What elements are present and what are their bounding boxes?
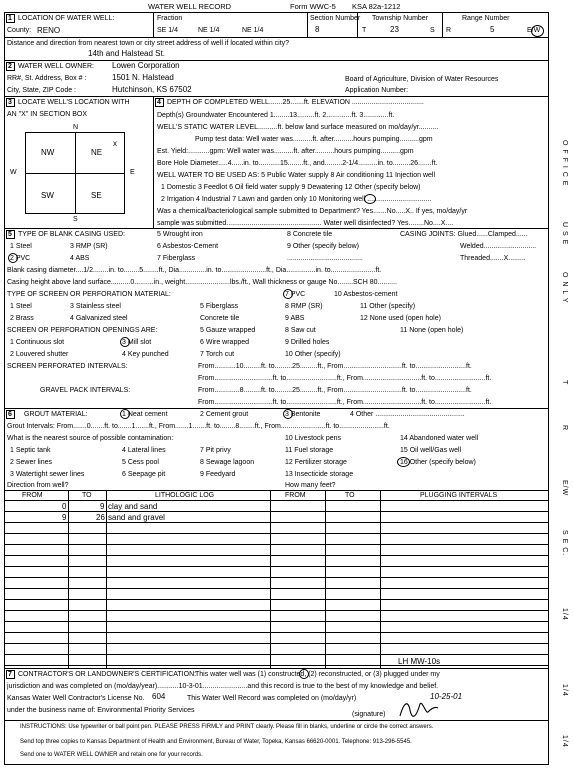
section-number-label: Section Number: [310, 15, 361, 22]
opening-mill: 3 Mill slot: [122, 339, 152, 346]
contam-10: 10 Livestock pens: [285, 435, 342, 442]
log-header-from: FROM: [22, 492, 43, 499]
grout-neat: 1 Neat cement: [122, 411, 168, 418]
casing-label: TYPE OF BLANK CASING USED:: [18, 231, 125, 238]
log-rule-line: [4, 599, 549, 600]
log-row-2-to: 26: [96, 513, 105, 522]
range-ew: E/W: [527, 27, 541, 34]
screen-abs: 9 ABS: [285, 315, 305, 322]
log-row-2-from: 9: [62, 513, 67, 522]
sidebar-quarter-3: 1/4: [561, 735, 568, 748]
log-rule-line: [4, 555, 549, 556]
opening-continuous: 1 Continuous slot: [10, 339, 65, 346]
section-3-number: 3: [8, 99, 12, 106]
ew-circle: [531, 25, 544, 37]
grout-other: 4 Other ..............................................: [350, 411, 465, 418]
sidebar-quarter-2: 1/4: [561, 684, 568, 697]
well-id: LH MW-10s: [398, 657, 441, 666]
fraction-1: SE 1/4: [157, 27, 179, 34]
log-rule-line: [4, 511, 549, 512]
cert-line-1: This water well was (1) constructed, (2) reconstructed, or (3) plugged under my: [195, 671, 440, 678]
casing-asbestos: 6 Asbestos-Cement: [157, 243, 219, 250]
neat-cement-circle: [120, 409, 130, 419]
opening-key: 4 Key punched: [122, 351, 169, 358]
screen-stainless: 3 Stainless steel: [70, 303, 121, 310]
screen-asbestos: 10 Asbestos-cement: [334, 291, 398, 298]
township-value: 23: [390, 25, 399, 34]
casing-threaded: Threaded.......X.........: [460, 255, 526, 262]
bentonite-circle: [283, 409, 293, 419]
gravel-label: GRAVEL PACK INTERVALS:: [40, 387, 131, 394]
casing-joints: CASING JOINTS: Glued......Clamped......: [400, 231, 528, 238]
sidebar-t: T: [561, 380, 568, 386]
log-rule-line: [4, 588, 549, 589]
contam-15: 15 Oil well/Gas well: [400, 447, 462, 454]
perforated-row-1: From...........10.........ft. to.........25.........ft., From..............................ft. to..........................ft.: [198, 363, 472, 370]
contam-13: 13 Insecticide storage: [285, 471, 354, 478]
perforated-row-2: From..............................ft. to..........................ft., From..............................ft. to..........................ft.: [198, 375, 492, 382]
section-2-number: 2: [8, 63, 12, 70]
log-rule-line: [4, 621, 549, 622]
blank-diameter: Blank casing diameter....1/2........in. to........5........ft., Dia..............in. to.......................ft., Dia...............in. to.......................ft.: [7, 267, 382, 274]
cert-line-2: jurisdiction and was completed on (mo/day/year)...........10-3-01.......................and this record is true to the best of my knowledge and belief.: [7, 683, 439, 690]
log-header-litho: LITHOLOGIC LOG: [155, 492, 215, 499]
sidebar-office: O F F I C E: [561, 140, 568, 187]
log-row-1-to: 9: [100, 502, 105, 511]
use-line-3: 2 Irrigation 4 Industrial 7 Lawn and garden only 10 Monitoring well .................................: [161, 196, 432, 203]
contam-14: 14 Abandoned water well: [400, 435, 479, 442]
opening-other: 10 Other (specify): [285, 351, 341, 358]
casing-concrete: 8 Concrete tile: [287, 231, 333, 238]
casing-height: Casing height above land surface..........0..........in., weight.......................lbs./ft., Wall thickness or gauge No........SCH 80..........: [7, 279, 397, 286]
city-value: Hutchinson, KS 67502: [112, 85, 192, 94]
casing-abs: 4 ABS: [70, 255, 90, 262]
quadrant-se: SE: [91, 191, 102, 200]
range-r: R: [446, 27, 452, 34]
groundwater-line: Depth(s) Groundwater Encountered 1........13.........ft. 2.............ft. 3.............ft.: [157, 112, 395, 119]
section-7-number: 7: [8, 671, 12, 678]
log-rule-line: [4, 665, 549, 666]
screen-pvc: 7 PVC: [285, 291, 306, 298]
owner-label: WATER WELL OWNER:: [18, 63, 94, 70]
mill-slot-circle: [120, 337, 130, 347]
casing-other-blank: .......................................: [287, 255, 363, 262]
log-rule-line: [4, 654, 549, 655]
use-line-2: 1 Domestic 3 Feedlot 6 Oil field water supply 9 Dewatering 12 Other (specify below): [161, 184, 421, 191]
contam-16: 16 Other (specify below): [400, 459, 476, 466]
grout-bentonite: 3 Bentonite: [285, 411, 321, 418]
log-rule-line: [4, 610, 549, 611]
direction-label: Direction from well?: [7, 482, 69, 489]
log-header-to: TO: [82, 492, 92, 499]
location-label: LOCATION OF WATER WELL:: [18, 15, 115, 22]
range-label: Range Number: [462, 15, 510, 22]
city-label: City, State, ZIP Code :: [7, 87, 76, 94]
contam-3: 3 Watertight sewer lines: [10, 471, 85, 478]
township-label: Township Number: [372, 15, 429, 22]
sidebar-ew: E/W: [561, 480, 568, 497]
contam-8: 8 Sewage lagoon: [200, 459, 255, 466]
owner-value: Lowen Corporation: [112, 61, 180, 70]
compass-w: W: [10, 169, 17, 176]
county-label: County:: [7, 27, 32, 34]
locate-label-2: AN "X" IN SECTION BOX: [7, 111, 88, 118]
log-rule-line: [4, 566, 549, 567]
log-header-to-2: TO: [345, 492, 355, 499]
screen-brass: 2 Brass: [10, 315, 34, 322]
contam-6: 6 Seepage pit: [122, 471, 166, 478]
fraction-label: Fraction: [157, 15, 183, 22]
contam-11: 11 Fuel storage: [285, 447, 334, 454]
compass-e: E: [130, 169, 135, 176]
log-rule-line: [4, 533, 549, 534]
log-rule-line: [4, 522, 549, 523]
contam-1: 1 Septic tank: [10, 447, 51, 454]
log-row-1-from: 0: [62, 502, 67, 511]
use-line-1: WELL WATER TO BE USED AS: 5 Public Water supply 8 Air conditioning 11 Injection well: [157, 172, 436, 179]
township-t: T: [362, 27, 367, 34]
how-many-feet: How many feet?: [285, 482, 336, 489]
grout-intervals: Grout Intervals: From.......0.......ft. to.......1.......ft., From.......1.......ft. to........8........ft., From.......................ft. to.......................ft.: [7, 423, 390, 430]
monitoring-circle: [364, 194, 376, 204]
log-row-1-litho: clay and sand: [108, 502, 158, 511]
locate-label: LOCATE WELL'S LOCATION WITH: [18, 99, 130, 106]
compass-s: S: [73, 216, 78, 223]
gravel-row-2: From..............................ft. to..........................ft., From..............................ft. to..........................ft.: [198, 399, 492, 406]
screen-rmp: 8 RMP (SR): [285, 303, 323, 310]
screen-concrete: Concrete tile: [200, 315, 240, 322]
screen-galvanized: 4 Galvanized steel: [70, 315, 128, 322]
screen-pvc-circle: [283, 289, 293, 299]
range-value: 5: [490, 25, 495, 34]
opening-wire: 6 Wire wrapped: [200, 339, 250, 346]
license-number: 604: [152, 692, 166, 701]
township-s: S: [430, 27, 435, 34]
casing-other: 9 Other (specify below): [287, 243, 359, 250]
opening-torch: 7 Torch cut: [200, 351, 235, 358]
casing-welded: Welded...........................: [460, 243, 537, 250]
screen-steel: 1 Steel: [10, 303, 32, 310]
log-rule-line: [4, 632, 549, 633]
casing-rmp: 3 RMP (SR): [70, 243, 108, 250]
screen-other: 11 Other (specify): [360, 303, 416, 310]
log-rule-line: [4, 577, 549, 578]
opening-louvered: 2 Louvered shutter: [10, 351, 69, 358]
screen-fiberglass: 5 Fiberglass: [200, 303, 239, 310]
fraction-2: NE 1/4: [198, 27, 220, 34]
section-4-digit: 4: [157, 99, 161, 106]
distance-label: Distance and direction from nearest town or city street address of well if located within city?: [7, 40, 290, 47]
ksa-number: KSA 82a-1212: [352, 2, 401, 11]
signature-label: (signature): [352, 711, 386, 718]
yield-line: Est. Yield:...........gpm: Well water was..........ft. after..........hours pumping..........gpm: [157, 148, 414, 155]
compass-n: N: [73, 124, 79, 131]
contam-7: 7 Pit privy: [200, 447, 231, 454]
form-title: WATER WELL RECORD: [148, 2, 232, 11]
casing-wrought: 5 Wrought iron: [157, 231, 203, 238]
section-5-number: 5: [8, 231, 12, 238]
opening-drilled: 9 Drilled holes: [285, 339, 330, 346]
board-label: Board of Agriculture, Division of Water Resources: [345, 76, 499, 83]
screen-material-label: TYPE OF SCREEN OR PERFORATION MATERIAL:: [7, 291, 171, 298]
instructions-2: Send top three copies to Kansas Department of Health and Environment, Bureau of Water, Topeka, Kansas 66620-0001. Telephone: 913-296-5545.: [20, 739, 412, 745]
opening-saw: 8 Saw cut: [285, 327, 316, 334]
business-name: under the business name of: Environmental Priority Services: [7, 707, 195, 714]
license-label: Kansas Water Well Contractor's License No.: [7, 695, 145, 702]
openings-label: SCREEN OR PERFORATION OPENINGS ARE:: [7, 327, 158, 334]
constructed-circle: [299, 669, 309, 679]
contam-2: 2 Sewer lines: [10, 459, 53, 466]
log-rule-line: [4, 544, 549, 545]
fraction-3: NE 1/4: [242, 27, 264, 34]
sidebar-sec: S E C.: [561, 530, 568, 557]
quadrant-sw: SW: [41, 191, 54, 200]
gravel-row-1: From.............8.........ft. to.........25.........ft., From..............................ft. to..........................ft.: [198, 387, 472, 394]
contam-5: 5 Cess pool: [122, 459, 159, 466]
record-date: 10-25-01: [430, 692, 463, 701]
sidebar-only: O N L Y: [561, 272, 568, 304]
depth-line: DEPTH OF COMPLETED WELL.......25.......ft. ELEVATION .....................................: [167, 99, 424, 106]
address-label: RR#, St. Address, Box # :: [7, 75, 87, 82]
certification-label: CONTRACTOR'S OR LANDOWNER'S CERTIFICATION:: [18, 671, 197, 678]
bore-hole-line: Bore Hole Diameter.....4......in. to...........15........ft., and.........2-1/4..........in. to.........26.......ft.: [157, 160, 438, 167]
quadrant-ne: NE: [91, 148, 103, 157]
section-6-number: 6: [8, 411, 12, 418]
pvc-circle: [8, 253, 18, 263]
record-completed-label: This Water Well Record was completed on (mo/day/yr): [187, 695, 357, 702]
county-value: RENO: [37, 26, 61, 35]
grout-cement: 2 Cement grout: [200, 411, 249, 418]
sidebar-r: R: [561, 425, 568, 432]
screen-none: 12 None used (open hole): [360, 315, 441, 322]
sidebar-use: U S E: [561, 222, 568, 246]
casing-pvc: 2 PVC: [10, 255, 31, 262]
log-header-from-2: FROM: [285, 492, 306, 499]
address-value: 1501 N. Halstead: [112, 73, 174, 82]
log-row-2-litho: sand and gravel: [108, 513, 165, 522]
log-header-plug: PLUGGING INTERVALS: [420, 492, 498, 499]
distance-value: 14th and Halstead St.: [88, 49, 165, 58]
contam-4: 4 Lateral lines: [122, 447, 166, 454]
instructions-1: INSTRUCTIONS: Use typewriter or ball point pen. PLEASE PRESS FIRMLY and PRINT clearly. Please fill in blanks, underline or circle the correct answers.: [20, 724, 434, 730]
sample-line: Was a chemical/bacteriological sample submitted to Department? Yes.......No.....X.. If yes, mo/day/yr: [157, 208, 468, 215]
contam-9: 9 Feedyard: [200, 471, 236, 478]
grout-label: GROUT MATERIAL:: [24, 411, 88, 418]
contamination-label: What is the nearest source of possible contamination:: [7, 435, 174, 442]
static-level-line: WELL'S STATIC WATER LEVEL..........ft. below land surface measured on mo/day/yr..........: [157, 124, 439, 131]
opening-gauze: 5 Gauze wrapped: [200, 327, 256, 334]
sidebar-quarter-1: 1/4: [561, 608, 568, 621]
contam-12: 12 Fertilizer storage: [285, 459, 347, 466]
signature-mark: [398, 698, 440, 720]
section-number-value: 8: [315, 25, 320, 34]
disinfect-line: sample was submitted................................................. Water well disinfected? Yes........No....X....: [157, 220, 454, 227]
opening-none: 11 None (open hole): [400, 327, 464, 334]
form-number: Form WWC-5: [290, 2, 336, 11]
instructions-3: Send one to WATER WELL OWNER and retain one for your records.: [20, 752, 203, 758]
perforated-label: SCREEN PERFORATED INTERVALS:: [7, 363, 128, 370]
quadrant-nw: NW: [41, 148, 55, 157]
log-rule-line: [4, 643, 549, 644]
other-circle: [397, 457, 410, 467]
casing-steel: 1 Steel: [10, 243, 32, 250]
pump-test-line: Pump test data: Well water was..........ft. after..........hours pumping..........gpm: [195, 136, 433, 143]
location-mark: x: [113, 139, 117, 148]
casing-fiberglass: 7 Fiberglass: [157, 255, 196, 262]
section-1-number: 1: [8, 15, 12, 22]
application-label: Application Number:: [345, 87, 409, 94]
